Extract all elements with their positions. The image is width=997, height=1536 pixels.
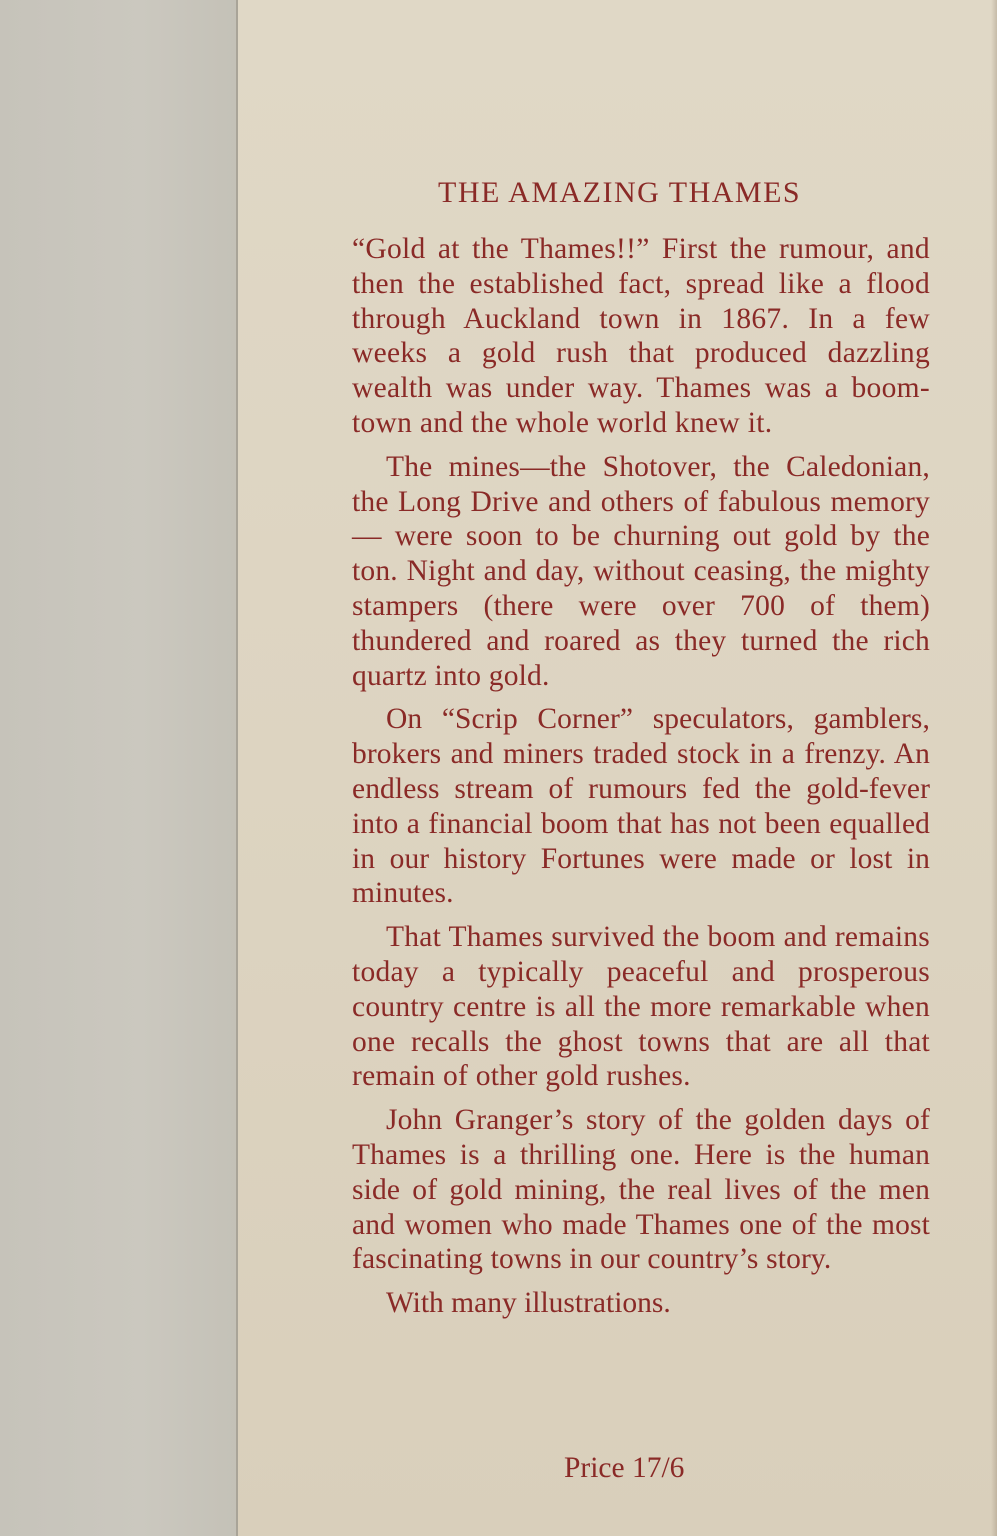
illustrations-note: With many illustrations. bbox=[386, 1287, 671, 1320]
backing-board bbox=[0, 0, 236, 1536]
paragraph-gold-rush: “Gold at the Thames!!” First the rumour, and then the established fact, spread like a flood through Auckland town in 1867. In a few weeks a gold rush that produced dazzling wealth was under way. Thames was a boom-town and the whole world knew it. bbox=[352, 233, 930, 439]
price-label: Price 17/6 bbox=[564, 1452, 685, 1484]
paragraph-survival: That Thames survived the boom and remains today a typically peaceful and prosperous country centre is all the more remarkable when one recalls the ghost towns that are all that remain of other gold rushes. bbox=[352, 921, 930, 1093]
blurb-text bbox=[352, 232, 930, 1321]
paragraph-mines: The mines—the Shotover, the Caledonian, the Long Drive and others of fabulous memory — were soon to be churning out gold by the ton. Night and day, without ceasing, the mighty stampers (there were over 700 of them) thundered and roared as they turned the rich quartz into gold. bbox=[352, 450, 930, 692]
page-edge bbox=[991, 0, 997, 1536]
paragraph-story: John Granger’s story of the golden days of Thames is a thrilling one. Here is the human side of gold mining, the real lives of the men and women who made Thames one of the most fascinating towns in our country’s story. bbox=[352, 1104, 930, 1276]
page-title: THE AMAZING THAMES bbox=[438, 176, 802, 209]
paragraph-scrip-corner: On “Scrip Corner” speculators, gamblers, brokers and miners traded stock in a frenzy. An endless stream of rumours fed the gold-fever into a financial boom that has not been equalled in our history Fortunes were made or lost in minutes. bbox=[352, 703, 930, 910]
